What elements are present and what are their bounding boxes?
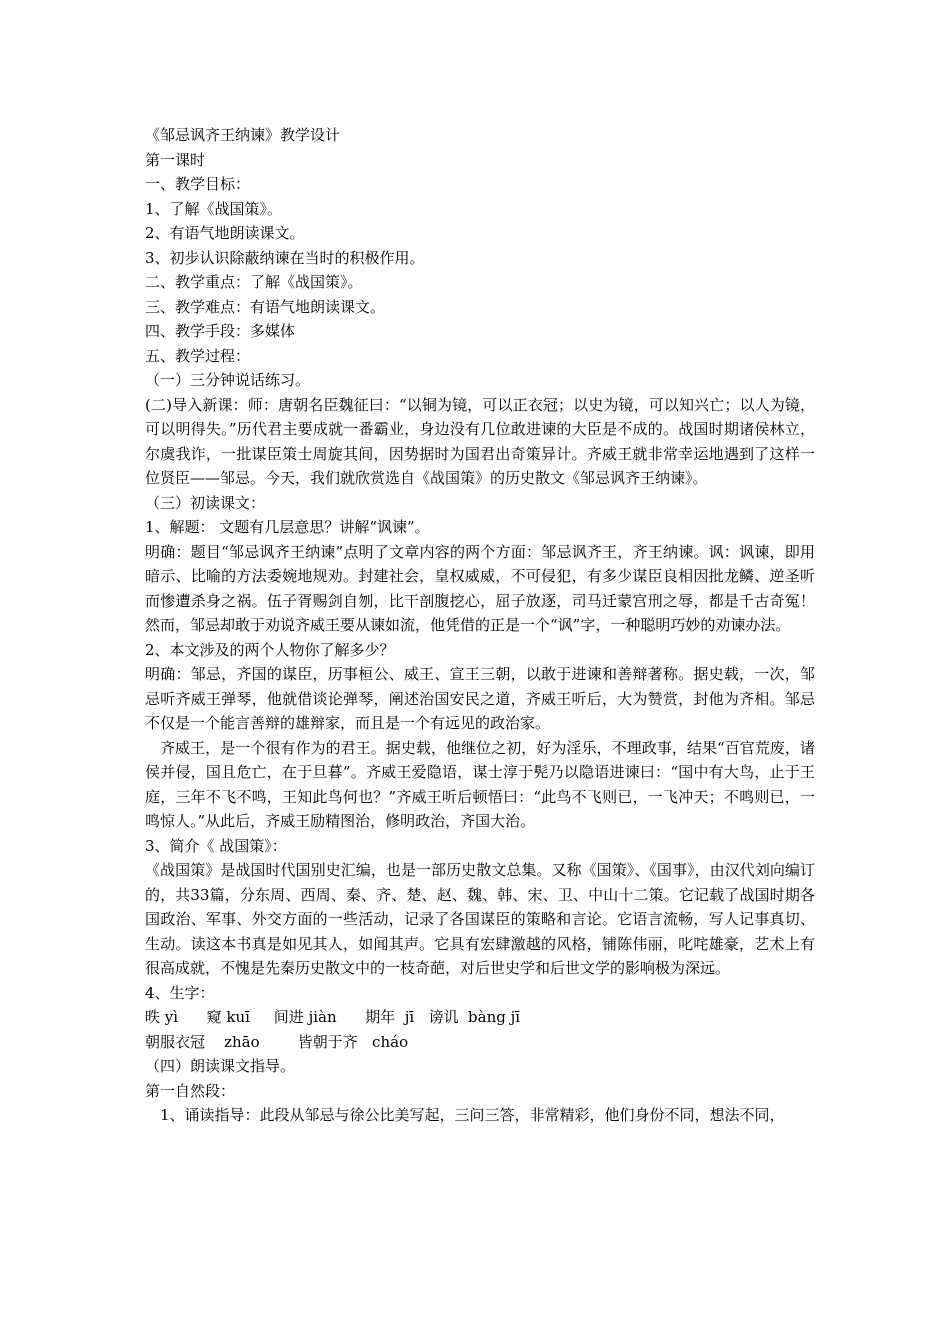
- objective-item: 3、初步认识除蔽纳谏在当时的积极作用。: [145, 248, 425, 267]
- document-body: [145, 123, 815, 1128]
- difficulty: 三、教学难点：有语气地朗读课文。: [145, 297, 386, 316]
- step-four: （四）朗读课文指导。: [145, 1057, 296, 1075]
- question-one: 1、解题： 文题有几层意思？讲解“讽谏”。: [145, 518, 430, 536]
- step-one: （一）三分钟说话练习。: [145, 371, 311, 389]
- paragraph-one-heading: 第一自然段：: [145, 1081, 236, 1100]
- question-four: 4、生字：: [145, 983, 215, 1002]
- objective-item: 2、有语气地朗读课文。: [145, 224, 305, 242]
- lesson-heading: 第一课时: [145, 150, 206, 169]
- question-three: 3、简介《 战国策》：: [145, 836, 287, 855]
- answer-two-second-paragraph: 齐威王，是一个很有作为的君王。据史载，他继位之初，好为淫乐，不理政事，结果“百官荒废，诸侯并侵，国且危亡，在于旦暮”。齐威王爱隐语，谋士淳于髡乃以隐语进谏曰：“国中有大鸟，止于王庭，三年不飞不鸣，王知此鸟何也？”齐威王听后顿悟曰：“此鸟不飞则已，一飞冲天；不鸣则已，一鸣惊人。”从此后，齐威王励精图治，修明政治，齐国大治。: [145, 738, 815, 830]
- vocabulary-row: 朝服衣冠 zhāo 皆朝于齐 cháo: [145, 1032, 409, 1051]
- answer-two-paragraph: 明确：邹忌，齐国的谋臣，历事桓公、威王、宣王三朝，以敢于进谏和善辩著称。据史载，一次，邹忌听齐威王弹琴，他就借谈论弹琴，阐述治国安民之道，齐威王听后，大为赞赏，封他为齐相。邹忌不仅是一个能言善辩的雄辩家，而且是一个有远见的政治家。: [145, 665, 815, 732]
- teaching-means: 四、教学手段：多媒体: [145, 322, 296, 340]
- key-point: 二、教学重点：了解《战国策》。: [145, 273, 363, 291]
- step-three: （三）初读课文：: [145, 493, 266, 512]
- vocabulary-row: 昳 yì 窥 kuī 间进 jiàn 期年 jī 谤讥 bàng jī: [145, 1008, 521, 1026]
- process-heading: 五、教学过程：: [145, 346, 251, 365]
- document-title: 《邹忌讽齐王纳谏》教学设计: [145, 126, 341, 144]
- answer-one-paragraph: 明确：题目“邹忌讽齐王纳谏”点明了文章内容的两个方面：邹忌讽齐王，齐王纳谏。讽：讽谏，即用暗示、比喻的方法委婉地规劝。封建社会，皇权威威，不可侵犯，有多少谋臣良相因批龙鳞、逆圣听而惨遭杀身之祸。伍子胥赐剑自刎，比干剖腹挖心，屈子放逐，司马迁蒙宫刑之辱，都是千古奇冤！然而，邹忌却敢于劝说齐威王要从谏如流，他凭借的正是一个“讽”字，一种聪明巧妙的劝谏办法。: [145, 542, 815, 634]
- answer-three-paragraph: 《战国策》是战国时代国别史汇编，也是一部历史散文总集。又称《国策》、《国事》，由汉代刘向编订的，共33篇，分东周、西周、秦、齐、楚、赵、魏、韩、宋、卫、中山十二策。它记载了战国时期各国政治、军事、外交方面的一些活动，记录了各国谋臣的策略和言论。它语言流畅，写人记事真切、生动。读这本书真是如见其人，如闻其声。它具有宏肆激越的风格，铺陈伟丽，叱咤雄豪，艺术上有很高成就，不愧是先秦历史散文中的一枝奇葩，对后世史学和后世文学的影响极为深远。: [145, 861, 815, 977]
- objectives-heading: 一、教学目标：: [145, 175, 251, 193]
- question-two: 2、本文涉及的两个人物你了解多少？: [145, 640, 395, 659]
- step-two-paragraph: (二)导入新课：师：唐朝名臣魏征曰：“以铜为镜，可以正衣冠；以史为镜，可以知兴亡；以人为镜，可以明得失。”历代君主要成就一番霸业，身边没有几位敢进谏的大臣是不成的。战国时期诸侯林立，尔虞我诈，一批谋臣策士周旋其间，因势据时为国君出奇策异计。齐威王就非常幸运地遇到了这样一位贤臣——邹忌。今天，我们就欣赏选自《战国策》的历史散文《邹忌讽齐王纳谏》。: [145, 395, 815, 487]
- objective-item: 1、了解《战国策》。: [145, 199, 283, 218]
- reading-guide-one: 1、诵读指导：此段从邹忌与徐公比美写起，三问三答，非常精彩，他们身份不同，想法不同，: [160, 1106, 785, 1124]
